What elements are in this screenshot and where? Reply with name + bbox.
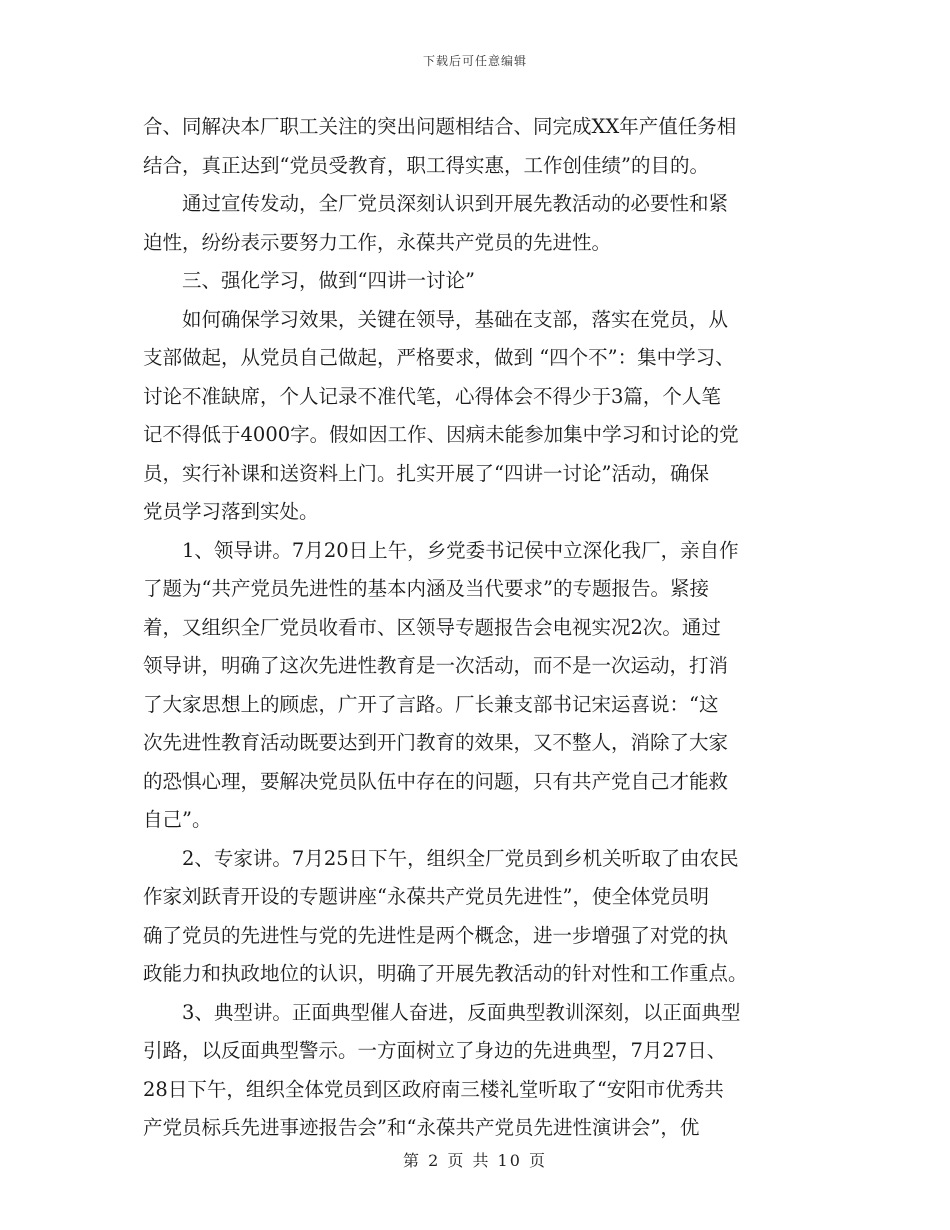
text-line: 着，又组织全厂党员收看市、区领导专题报告会电视实况2次。通过: [143, 615, 721, 639]
text-line: 次先进性教育活动既要达到开门教育的效果，又不整人，消除了大家: [143, 731, 729, 754]
text-line: 党员学习落到实处。: [143, 500, 319, 523]
text-line: 3、典型讲。正面典型催人奋进，反面典型教训深刻，以正面典型: [182, 1000, 741, 1024]
text-line: 员，实行补课和送资料上门。扎实开展了“四讲一讨论”活动，确保: [143, 461, 709, 485]
text-line: 如何确保学习效果，关键在领导，基础在支部，落实在党员，从: [182, 307, 729, 331]
page-header: 下载后可任意编辑: [422, 54, 527, 68]
text-line: 1、领导讲。7月20日上午，乡党委书记侯中立深化我厂，亲自作: [182, 538, 739, 562]
text-line: 了大家思想上的顾虑，广开了言路。厂长兼支部书记宋运喜说：“这: [143, 692, 719, 716]
text-line: 领导讲，明确了这次先进性教育是一次活动，而不是一次运动，打消: [143, 654, 729, 677]
text-line: 通过宣传发动，全厂党员深刻认识到开展先教活动的必要性和紧: [182, 192, 729, 215]
text-line: 引路，以反面典型警示。一方面树立了身边的先进典型，7月27日、: [143, 1039, 727, 1062]
text-line: 的恐惧心理，要解决党员队伍中存在的问题，只有共产党自己才能救: [143, 769, 729, 793]
text-line: 自己”。: [143, 808, 212, 831]
text-line: 支部做起，从党员自己做起，严格要求，做到 “四个不”：集中学习、: [143, 346, 735, 369]
text-line: 迫性，纷纷表示要努力工作，永葆共产党员的先进性。: [143, 230, 612, 254]
text-line: 合、同解决本厂职工关注的突出问题相结合、同完成XX年产值任务相: [143, 115, 737, 138]
text-line: 28日下午，组织全体党员到区政府南三楼礼堂听取了“安阳市优秀共: [143, 1077, 724, 1101]
text-line: 政能力和执政地位的认识，明确了开展先教活动的针对性和工作重点。: [143, 962, 748, 985]
text-line: 2、专家讲。7月25日下午，组织全厂党员到乡机关听取了由农民: [182, 846, 739, 870]
text-line: 确了党员的先进性与党的先进性是两个概念，进一步增强了对党的执: [143, 923, 729, 947]
document-body: [143, 108, 803, 1148]
text-line: 讨论不准缺席，个人记录不准代笔，心得体会不得少于3篇，个人笔: [143, 384, 721, 408]
text-line: 产党员标兵先进事迹报告会”和“永葆共产党员先进性演讲会”，优: [143, 1116, 700, 1139]
text-line: 三、强化学习，做到“四讲一讨论”: [182, 269, 475, 292]
text-line: 了题为“共产党员先进性的基本内涵及当代要求”的专题报告。紧接: [143, 577, 709, 600]
text-line: 结合，真正达到“党员受教育，职工得实惠，工作创佳绩”的目的。: [143, 153, 709, 177]
page-footer: 第 2 页 共 10 页: [403, 1151, 547, 1170]
text-line: 记不得低于4000字。假如因工作、因病未能参加集中学习和讨论的党: [143, 423, 739, 446]
text-line: 作家刘跃青开设的专题讲座“永葆共产党员先进性”，使全体党员明: [143, 885, 709, 908]
